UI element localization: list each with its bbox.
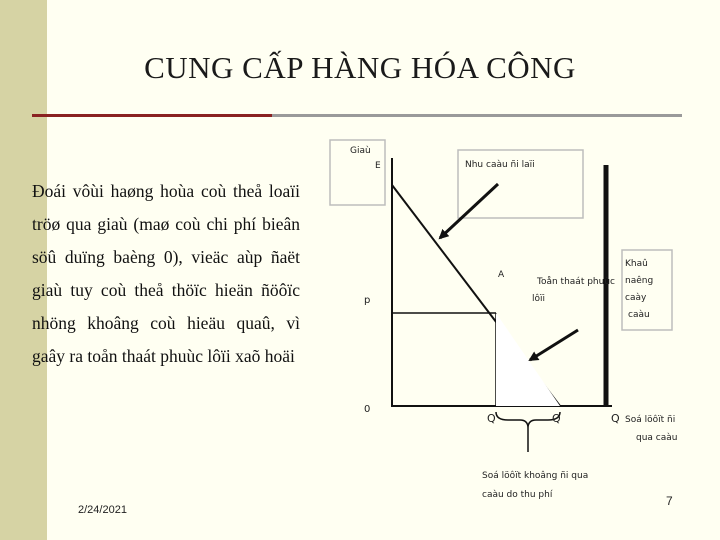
slide-title: CUNG CẤP HÀNG HÓA CÔNG	[144, 50, 576, 85]
capacity-label-line4: caàu	[628, 310, 650, 320]
y-axis-label: Giaù	[350, 146, 371, 156]
loss-label-line2: lôïi	[532, 294, 546, 304]
body-paragraph: Ðoái vôùi haøng hoùa coù theå loaïi tröø qua giaù (maø coù chi phí bieân söû duïng baèng 0), vieäc aùp ñaët giaù tuy coù theå thöïc hieän ñöôïc nhöng khoâng coù hieäu quaû, vì gaây ra toån thaát phuùc lôïi xaõ hoäi	[32, 181, 300, 366]
loss-arrow	[530, 330, 578, 360]
point-a-label: A	[498, 270, 505, 280]
x-axis-label-line1: Soá löôït ñi	[625, 415, 676, 425]
q1-label: Q	[487, 412, 496, 425]
page-number: 7	[666, 494, 673, 508]
demand-arrow	[440, 184, 498, 238]
footer-date: 2/24/2021	[78, 504, 127, 516]
quantity-gap-brace	[496, 412, 560, 428]
capacity-label-line3: caày	[625, 293, 647, 303]
demand-label: Nhu caàu ñi laïi	[465, 160, 535, 170]
gap-label-line1: Soá löôït khoâng ñi qua	[482, 471, 589, 481]
capacity-label-line2: naêng	[625, 276, 654, 286]
gap-label-line2: caàu do thu phí	[482, 490, 553, 500]
price-label: p	[364, 295, 371, 306]
loss-label-line1: Toån thaát phuùc	[537, 277, 615, 287]
origin-label: 0	[364, 404, 371, 415]
x-axis-label-line2: qua caàu	[636, 433, 678, 443]
point-e-label: E	[375, 161, 381, 171]
q2-label: Q	[552, 412, 561, 425]
qc-label: Q	[611, 412, 620, 425]
capacity-label-line1: Khaû	[625, 259, 648, 269]
